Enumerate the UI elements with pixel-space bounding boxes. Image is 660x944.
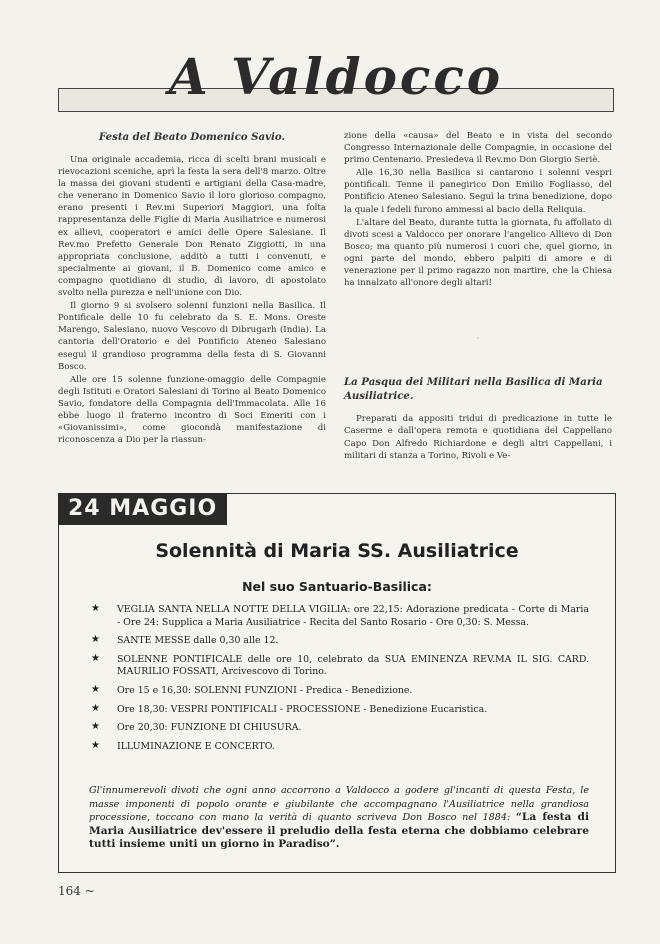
paragraph: Alle ore 15 solenne funzione-omaggio delle Compagnie degli Istituti e Oratori Salesiani di Torino al Beato Domenico Savio, fondatore della Compagnia dell'Immacolata. Alle 16 ebbe luogo il fraterno incontro di Soci Emeriti con i «Giovanissimi», come giocondà manifestazione di riconoscenza a Dio per la riassun-: [58, 374, 326, 446]
page-number: 164 ~: [58, 884, 95, 898]
separator-dot: ·: [476, 334, 480, 344]
star-icon: ★: [91, 721, 100, 733]
announcement-subtitle: Nel suo Santuario-Basilica:: [242, 579, 432, 594]
masthead-title: A Valdocco: [168, 47, 504, 106]
paragraph: Il giorno 9 si svolsero solenni funzioni nella Basilica. Il Pontificale delle 10 fu celebrato da S. E. Mons. Oreste Marengo, Salesiano, nuovo Vescovo di Dibrugarh (India). La cantoria dell'Oratorio e del Pontificio Ateneo Salesiano eseguì il grandioso programma della festa di S. Giovanni Bosco.: [58, 301, 326, 372]
list-item: ★ Ore 20,30: FUNZIONE DI CHIUSURA.: [91, 721, 302, 734]
section-heading-pasqua: La Pasqua dei Militari nella Basilica di Maria Ausiliatrice.: [344, 376, 603, 403]
announcement-title: Solennità di Maria SS. Ausiliatrice: [155, 540, 519, 562]
star-icon: ★: [91, 683, 100, 695]
list-item: ★ SANTE MESSE dalle 0,30 alle 12.: [91, 634, 279, 647]
closing-italic: Gl'innumerevoli divoti che ogni anno accorrono a Valdocco a godere gl'incanti di questa Festa, le masse imponenti di popolo orante e giubilante che accompagnano l'Ausiliatrice nella grandiosa processione, toccano con mano la verità di quanto scriveva Don Bosco nel 1884:: [89, 785, 589, 824]
star-icon: ★: [91, 739, 100, 751]
list-item: ★ Ore 18,30: VESPRI PONTIFICALI - PROCESSIONE - Benedizione Eucaristica.: [91, 702, 488, 715]
announcement-box: [58, 493, 616, 873]
section-heading-savio: Festa del Beato Domenico Savio.: [98, 131, 286, 143]
star-icon: ★: [91, 634, 100, 646]
star-icon: ★: [91, 652, 100, 664]
list-item: ★ SOLENNE PONTIFICALE delle ore 10, celebrato da SUA EMINENZA REV.MA IL SIG. CARD. MAURILIO FOSSATI, Arcivescovo di Torino.: [91, 652, 589, 678]
date-badge: 24 MAGGIO: [58, 493, 227, 525]
paragraph: zione della «causa» del Beato e in vista del secondo Congresso Internazionale delle Compagnie, in occasione del primo Centenario. Presiedeva il Rev.mo Don Giorgio Seriè.: [344, 131, 612, 166]
paragraph: Una originale accademia, ricca di scelti brani musicali e rievocazioni sceniche, aprì la festa la sera dell'8 marzo. Oltre la massa dei giovani studenti e artigiani della Casa-madre, che venerano in Domenico Savio il loro glorioso compagno, erano presenti i Rev.mi Superiori Maggiori, una folta rappresentanza delle Figlie di Maria Ausiliatrice e numerosi ex allievi, cooperatori e amici delle Opere Salesiane. Il Rev.mo Prefetto Generale Don Renato Ziggiotti, in una appropriata conclusione, additò a tutti i convenuti, e specialmente ai giovani, il B. Domenico come amico e compagno quotidiano di studio, di lavoro, di apostolato svolto nella purezza e nell'unione con Dio.: [58, 155, 326, 299]
masthead: [58, 44, 614, 110]
paragraph: L'altare del Beato, durante tutta la giornata, fu affollato di divoti scesi a Valdocco per onorare l'angelico Allievo di Don Bosco; ma quanto più numerosi i cuori che, quel giorno, in ogni parte del mondo, ebbero palpiti di amore e di venerazione per il primo ragazzo non martire, che la Chiesa ha innalzato all'onore degli altari!: [344, 217, 612, 289]
right-column: [344, 130, 612, 463]
closing-quote: “La festa di Maria Ausiliatrice dev'essere il preludio della festa eterna che dobbiamo celebrare tutti insieme uniti un giorno in Paradiso”.: [89, 811, 589, 851]
paragraph: Preparati da appositi tridui di predicazione in tutte le Caserme e dall'opera remota e quotidiana del Cappellano Capo Don Alfredo Richiardone e degli altri Cappellani, i militari di stanza a Torino, Rivoli e Ve-: [344, 414, 612, 461]
star-icon: ★: [91, 603, 100, 614]
star-icon: ★: [91, 702, 100, 714]
list-item: ★ Ore 15 e 16,30: SOLENNI FUNZIONI - Predica - Benedizione.: [91, 683, 413, 696]
event-list: [89, 604, 589, 759]
left-column: [58, 130, 326, 447]
list-item: ★ VEGLIA SANTA NELLA NOTTE DELLA VIGILIA: ore 22,15: Adorazione predicata - Corte di Maria - Ore 24: Supplica a Maria Ausiliatrice - Recita del Santo Rosario - Ore 0,30: S. Messa.: [91, 603, 589, 628]
list-item: ★ ILLUMINAZIONE E CONCERTO.: [91, 739, 275, 752]
paragraph: Alle 16,30 nella Basilica si cantarono i solenni vespri pontificali. Tenne il panegirico Don Emilio Fogliasso, del Pontificio Ateneo Salesiano. Seguì la trina benedizione, dopo la quale i fedeli furono ammessi al bacio della Reliquia.: [344, 168, 612, 215]
closing-paragraph: [89, 784, 589, 852]
